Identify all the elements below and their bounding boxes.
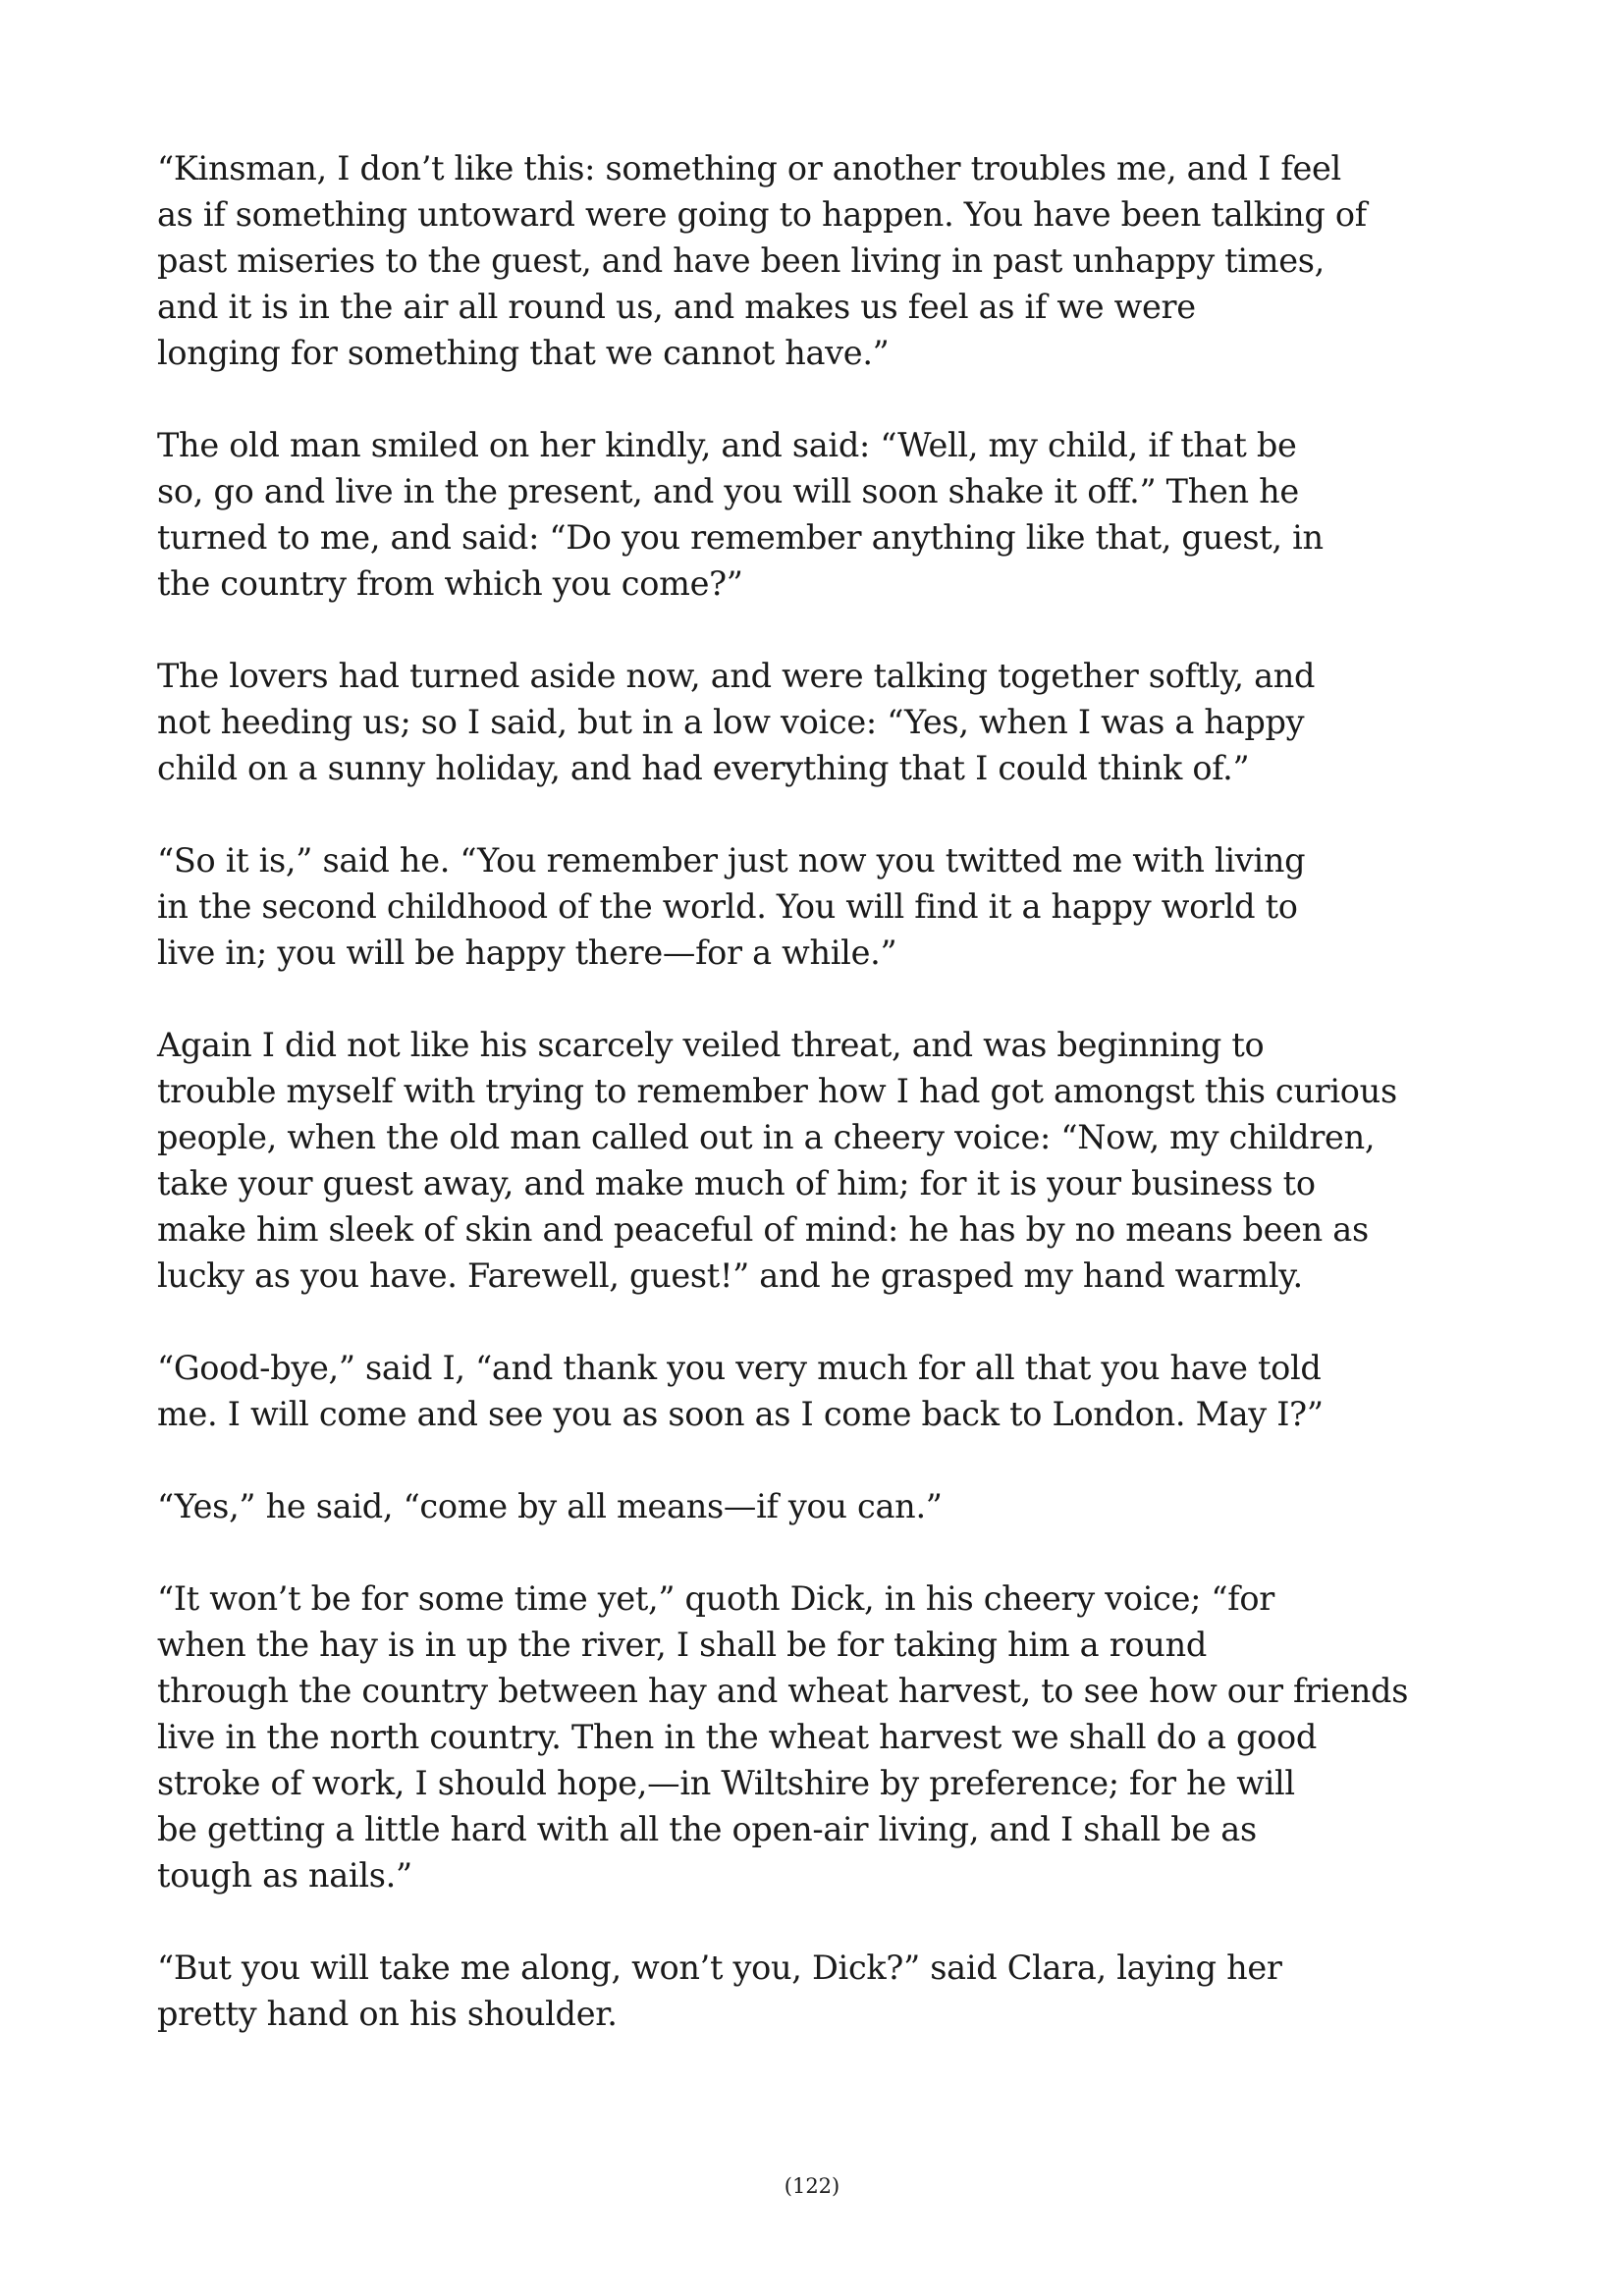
body-text xyxy=(157,145,1409,2083)
text-line: in the second childhood of the world. You will find it a happy world to xyxy=(157,887,1298,926)
text-line: make him sleek of skin and peaceful of mind: he has by no means been as xyxy=(157,1210,1369,1249)
text-line: The old man smiled on her kindly, and said: “Well, my child, if that be xyxy=(157,426,1297,464)
text-line: people, when the old man called out in a cheery voice: “Now, my children, xyxy=(157,1118,1376,1156)
text-line: not heeding us; so I said, but in a low voice: “Yes, when I was a happy xyxy=(157,703,1305,741)
text-line: as if something untoward were going to happen. You have been talking of xyxy=(157,195,1367,234)
page-number: (122) xyxy=(784,2174,840,2198)
text-line: take your guest away, and make much of him; for it is your business to xyxy=(157,1164,1316,1202)
paragraph xyxy=(157,1575,1409,1898)
text-line: live in the north country. Then in the wheat harvest we shall do a good xyxy=(157,1718,1318,1756)
text-line: “So it is,” said he. “You remember just now you twitted me with living xyxy=(157,841,1306,880)
text-line: me. I will come and see you as soon as I come back to London. May I?” xyxy=(157,1395,1324,1433)
text-line: through the country between hay and wheat harvest, to see how our friends xyxy=(157,1672,1409,1710)
text-line: The lovers had turned aside now, and were talking together softly, and xyxy=(157,657,1316,695)
text-line: pretty hand on his shoulder. xyxy=(157,1995,618,2033)
text-line: and it is in the air all round us, and makes us feel as if we were xyxy=(157,288,1196,326)
text-line: longing for something that we cannot have.” xyxy=(157,334,890,372)
text-line: past miseries to the guest, and have been living in past unhappy times, xyxy=(157,241,1325,280)
text-line: child on a sunny holiday, and had everything that I could think of.” xyxy=(157,749,1250,787)
text-line: trouble myself with trying to remember how I had got amongst this curious xyxy=(157,1072,1397,1110)
text-line: lucky as you have. Farewell, guest!” and he grasped my hand warmly. xyxy=(157,1256,1303,1295)
text-line: “It won’t be for some time yet,” quoth Dick, in his cheery voice; “for xyxy=(157,1579,1274,1618)
text-line: so, go and live in the present, and you will soon shake it off.” Then he xyxy=(157,472,1299,510)
paragraph xyxy=(157,653,1335,791)
paragraph xyxy=(157,145,1367,376)
text-line: “But you will take me along, won’t you, Dick?” said Clara, laying her xyxy=(157,1949,1282,1987)
paragraph xyxy=(157,1945,1335,2037)
text-line: stroke of work, I should hope,—in Wiltshire by preference; for he will xyxy=(157,1764,1295,1802)
text-line: tough as nails.” xyxy=(157,1856,412,1895)
text-line: when the hay is in up the river, I shall be for taking him a round xyxy=(157,1626,1207,1664)
paragraph xyxy=(157,837,1335,976)
text-line: Again I did not like his scarcely veiled threat, and was beginning to xyxy=(157,1026,1265,1064)
text-line: “Yes,” he said, “come by all means—if you can.” xyxy=(157,1487,943,1525)
text-line: live in; you will be happy there—for a while.” xyxy=(157,934,897,972)
text-line: “Kinsman, I don’t like this: something or another troubles me, and I feel xyxy=(157,149,1341,187)
paragraph xyxy=(157,422,1335,607)
text-line: turned to me, and said: “Do you remember anything like that, guest, in xyxy=(157,518,1324,557)
text-line: “Good-bye,” said I, “and thank you very much for all that you have told xyxy=(157,1349,1322,1387)
text-line: be getting a little hard with all the open-air living, and I shall be as xyxy=(157,1810,1257,1848)
paragraph xyxy=(157,1483,1335,1529)
paragraph xyxy=(157,1022,1397,1299)
text-line: the country from which you come?” xyxy=(157,564,743,603)
paragraph xyxy=(157,1345,1335,1437)
